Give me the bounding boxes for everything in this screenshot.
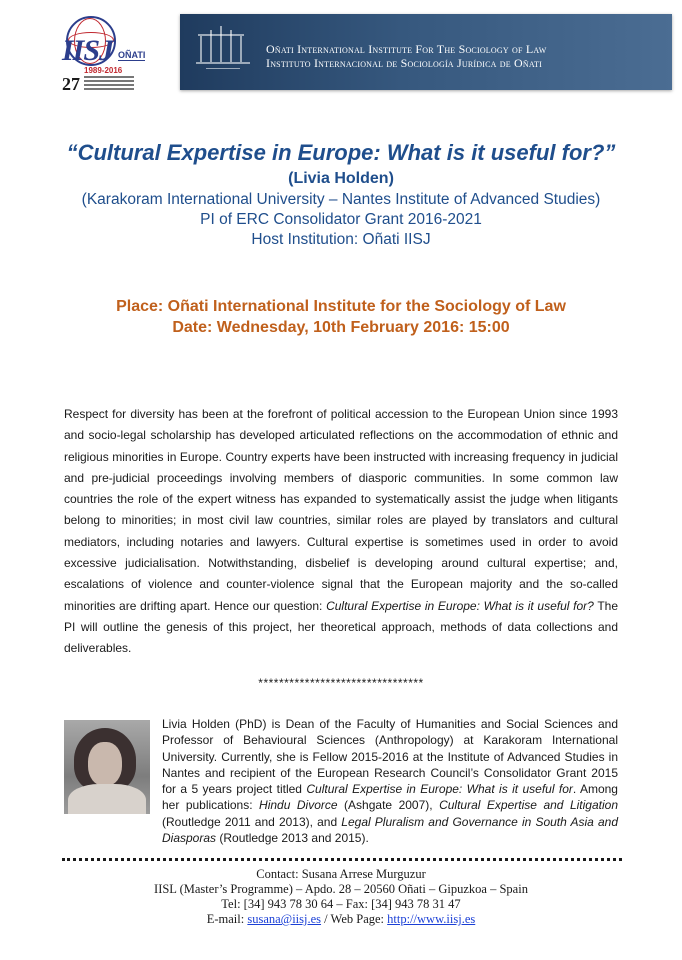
bio-project-title: Cultural Expertise in Europe: What is it useful for [306, 782, 573, 797]
footer-contact: Contact: Susana Arrese Murguzur [256, 867, 426, 881]
event-place: Place: Oñati International Institute for the Sociology of Law [116, 298, 566, 315]
bio-text: (Routledge 2013 and 2015). [216, 831, 369, 846]
website-link[interactable]: http://www.iisj.es [387, 912, 476, 926]
footer-address: IISL (Master’s Programme) – Apdo. 28 – 20560 Oñati – Gipuzkoa – Spain [154, 882, 528, 896]
abstract-text-end: The PI will outline the genesis of this project, her theoretical approach, methods of data collections and deliverables. [64, 598, 618, 656]
abstract-paragraph [64, 404, 618, 660]
bio-text: Livia Holden (PhD) is Dean of the Faculty of Humanities and Social Sciences and Professor of Behavioural Sciences (Anthropology) at Karakoram International University. Currently, she is Fellow 2015-2016 at the Institute of Advanced Studies in Nantes and recipient of the European Research Council’s Consolidator Grant 2015 for a 5 years project titled [162, 717, 618, 797]
logo-anniversary: 27 [62, 74, 80, 94]
email-link[interactable]: susana@iisj.es [247, 912, 322, 926]
institute-logo [60, 12, 170, 92]
banner-title-en: Oñati International Institute For The Sociology of Law [266, 42, 547, 56]
lecture-title: “Cultural Expertise in Europe: What is it useful for?” [66, 140, 616, 165]
speaker-bio [162, 716, 618, 846]
logo-text: IISJ [62, 34, 114, 67]
building-icon [192, 22, 254, 82]
bio-text: . Among her publications: [162, 782, 618, 813]
email-label: E-mail: [206, 912, 248, 926]
banner-title-es: Instituto Internacional de Sociología Jurídica de Oñati [266, 56, 542, 70]
bio-text: (Ashgate 2007), [337, 798, 440, 813]
logo-years: 1989-2016 [84, 66, 123, 75]
footer-phone: Tel: [34] 943 78 30 64 – Fax: [34] 943 78 31 47 [221, 897, 461, 911]
logo-fine-print [84, 76, 134, 92]
bio-book-title: Hindu Divorce [259, 798, 338, 813]
logo-subtitle: OÑATI [118, 50, 146, 60]
abstract-text: Respect for diversity has been at the forefront of political accession to the European Union since 1993 and socio-legal scholarship has developed articulated reflections on the accommodation of ethnic and religious minorities in Europe. Country experts have been instructed with increasing frequency in judicial and pre-judicial proceedings involving members of diasporic communities. In some common law countries the role of the expert witness has expanded to systematically assist the judge when litigants belong to minorities; in most civil law countries, similar roles are played by translators and cultural mediators, including notaries and lawyers. Cultural expertise is sometimes used in order to avoid excessive judicialisation. Notwithstanding, disbelief is developing around cultural expertise; and, escalations of violence and counter-violence signal that the European majority and the so-called minorities are drifting apart. Hence our question: [64, 407, 618, 613]
speaker-name: (Livia Holden) [288, 170, 394, 187]
bio-book-title: Cultural Expertise and Litigation [439, 798, 618, 813]
grant-info: PI of ERC Consolidator Grant 2016-2021 [200, 211, 482, 228]
footer-divider [62, 858, 622, 861]
speaker-photo [64, 720, 150, 814]
web-label: / Web Page: [321, 912, 388, 926]
separator: ******************************** [258, 676, 424, 690]
event-date: Date: Wednesday, 10th February 2016: 15:00 [172, 319, 510, 336]
abstract-question: Cultural Expertise in Europe: What is it useful for? [326, 598, 594, 613]
bio-book-title: Legal Pluralism and Governance in South Asia and Diasporas [162, 814, 619, 846]
bio-text: (Routledge 2011 and 2013), and [162, 814, 342, 829]
footer-links [0, 912, 682, 927]
institute-banner [180, 14, 672, 90]
host-institution: Host Institution: Oñati IISJ [251, 231, 431, 248]
speaker-affiliation: (Karakoram International University – Nantes Institute of Advanced Studies) [81, 191, 601, 208]
